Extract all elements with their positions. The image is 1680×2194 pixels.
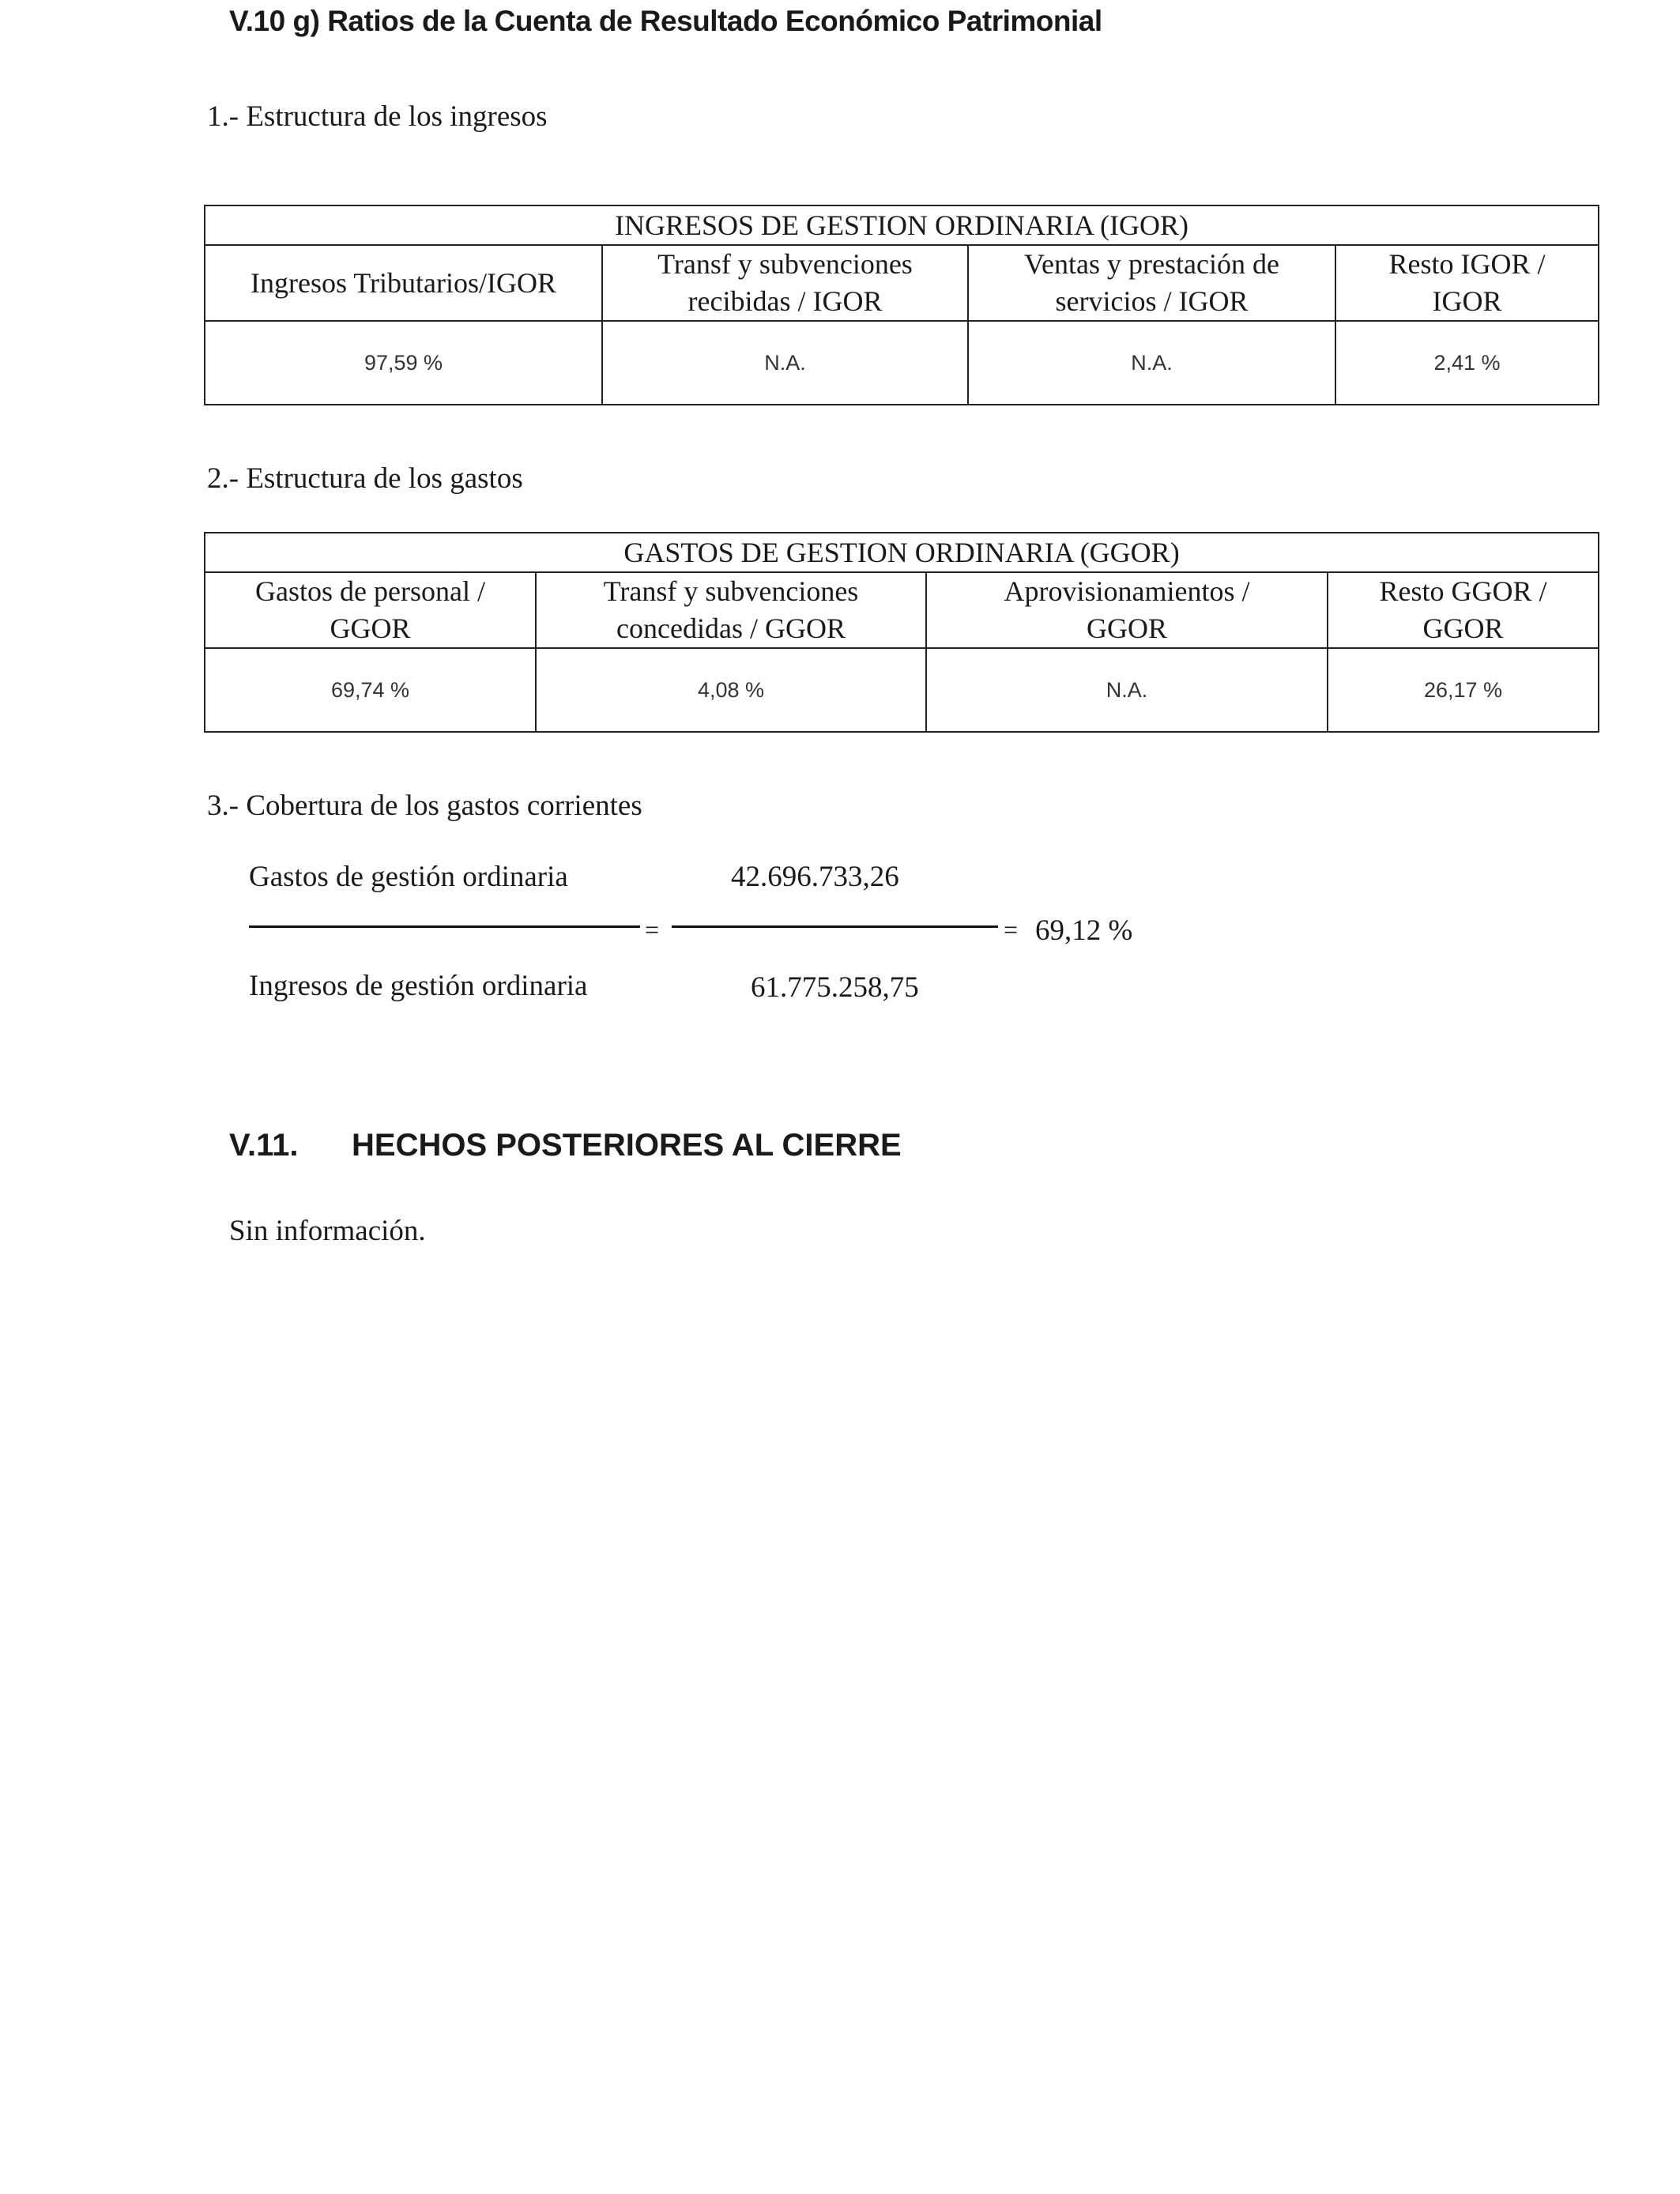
expense-structure-table [204, 532, 1599, 733]
income-col-header: Ventas y prestación de servicios / IGOR [968, 245, 1335, 321]
income-value-cell: 97,59 % [205, 321, 602, 405]
numerator-value: 42.696.733,26 [731, 861, 899, 893]
expense-col-header: Aprovisionamientos / GGOR [926, 572, 1328, 648]
denominator-label: Ingresos de gestión ordinaria [249, 970, 588, 1002]
section-3-heading: 3.- Cobertura de los gastos corrientes [207, 790, 642, 822]
denominator-value: 61.775.258,75 [751, 971, 919, 1004]
income-col-header: Ingresos Tributarios/IGOR [205, 245, 602, 321]
income-structure-table [204, 205, 1599, 405]
expense-value-cell: 69,74 % [205, 648, 536, 732]
expense-col-header: Gastos de personal / GGOR [205, 572, 536, 648]
income-value-cell: N.A. [968, 321, 1335, 405]
page-title: V.10 g) Ratios de la Cuenta de Resultado Económico Patrimonial [229, 5, 1102, 37]
income-col-header: Resto IGOR / IGOR [1335, 245, 1599, 321]
expense-table-caption: GASTOS DE GESTION ORDINARIA (GGOR) [205, 533, 1599, 572]
expense-value-cell: 26,17 % [1328, 648, 1599, 732]
income-value-cell: N.A. [602, 321, 968, 405]
numerator-label: Gastos de gestión ordinaria [249, 861, 568, 893]
equals-sign: = [645, 915, 660, 944]
coverage-result: 69,12 % [1035, 914, 1133, 947]
section-number: V.11. [229, 1128, 299, 1163]
equals-sign: = [1004, 915, 1019, 944]
fraction-line-labels [249, 925, 640, 928]
expense-col-header: Transf y subvenciones concedidas / GGOR [536, 572, 926, 648]
income-value-cell: 2,41 % [1335, 321, 1599, 405]
income-col-header: Transf y subvenciones recibidas / IGOR [602, 245, 968, 321]
expense-value-cell: N.A. [926, 648, 1328, 732]
section-2-heading: 2.- Estructura de los gastos [207, 462, 523, 495]
section-body-text: Sin información. [229, 1215, 426, 1247]
fraction-line-values [672, 925, 998, 928]
section-title: HECHOS POSTERIORES AL CIERRE [352, 1128, 902, 1163]
expense-col-header: Resto GGOR / GGOR [1328, 572, 1599, 648]
expense-value-cell: 4,08 % [536, 648, 926, 732]
income-table-caption: INGRESOS DE GESTION ORDINARIA (IGOR) [205, 205, 1599, 245]
section-1-heading: 1.- Estructura de los ingresos [207, 100, 548, 133]
